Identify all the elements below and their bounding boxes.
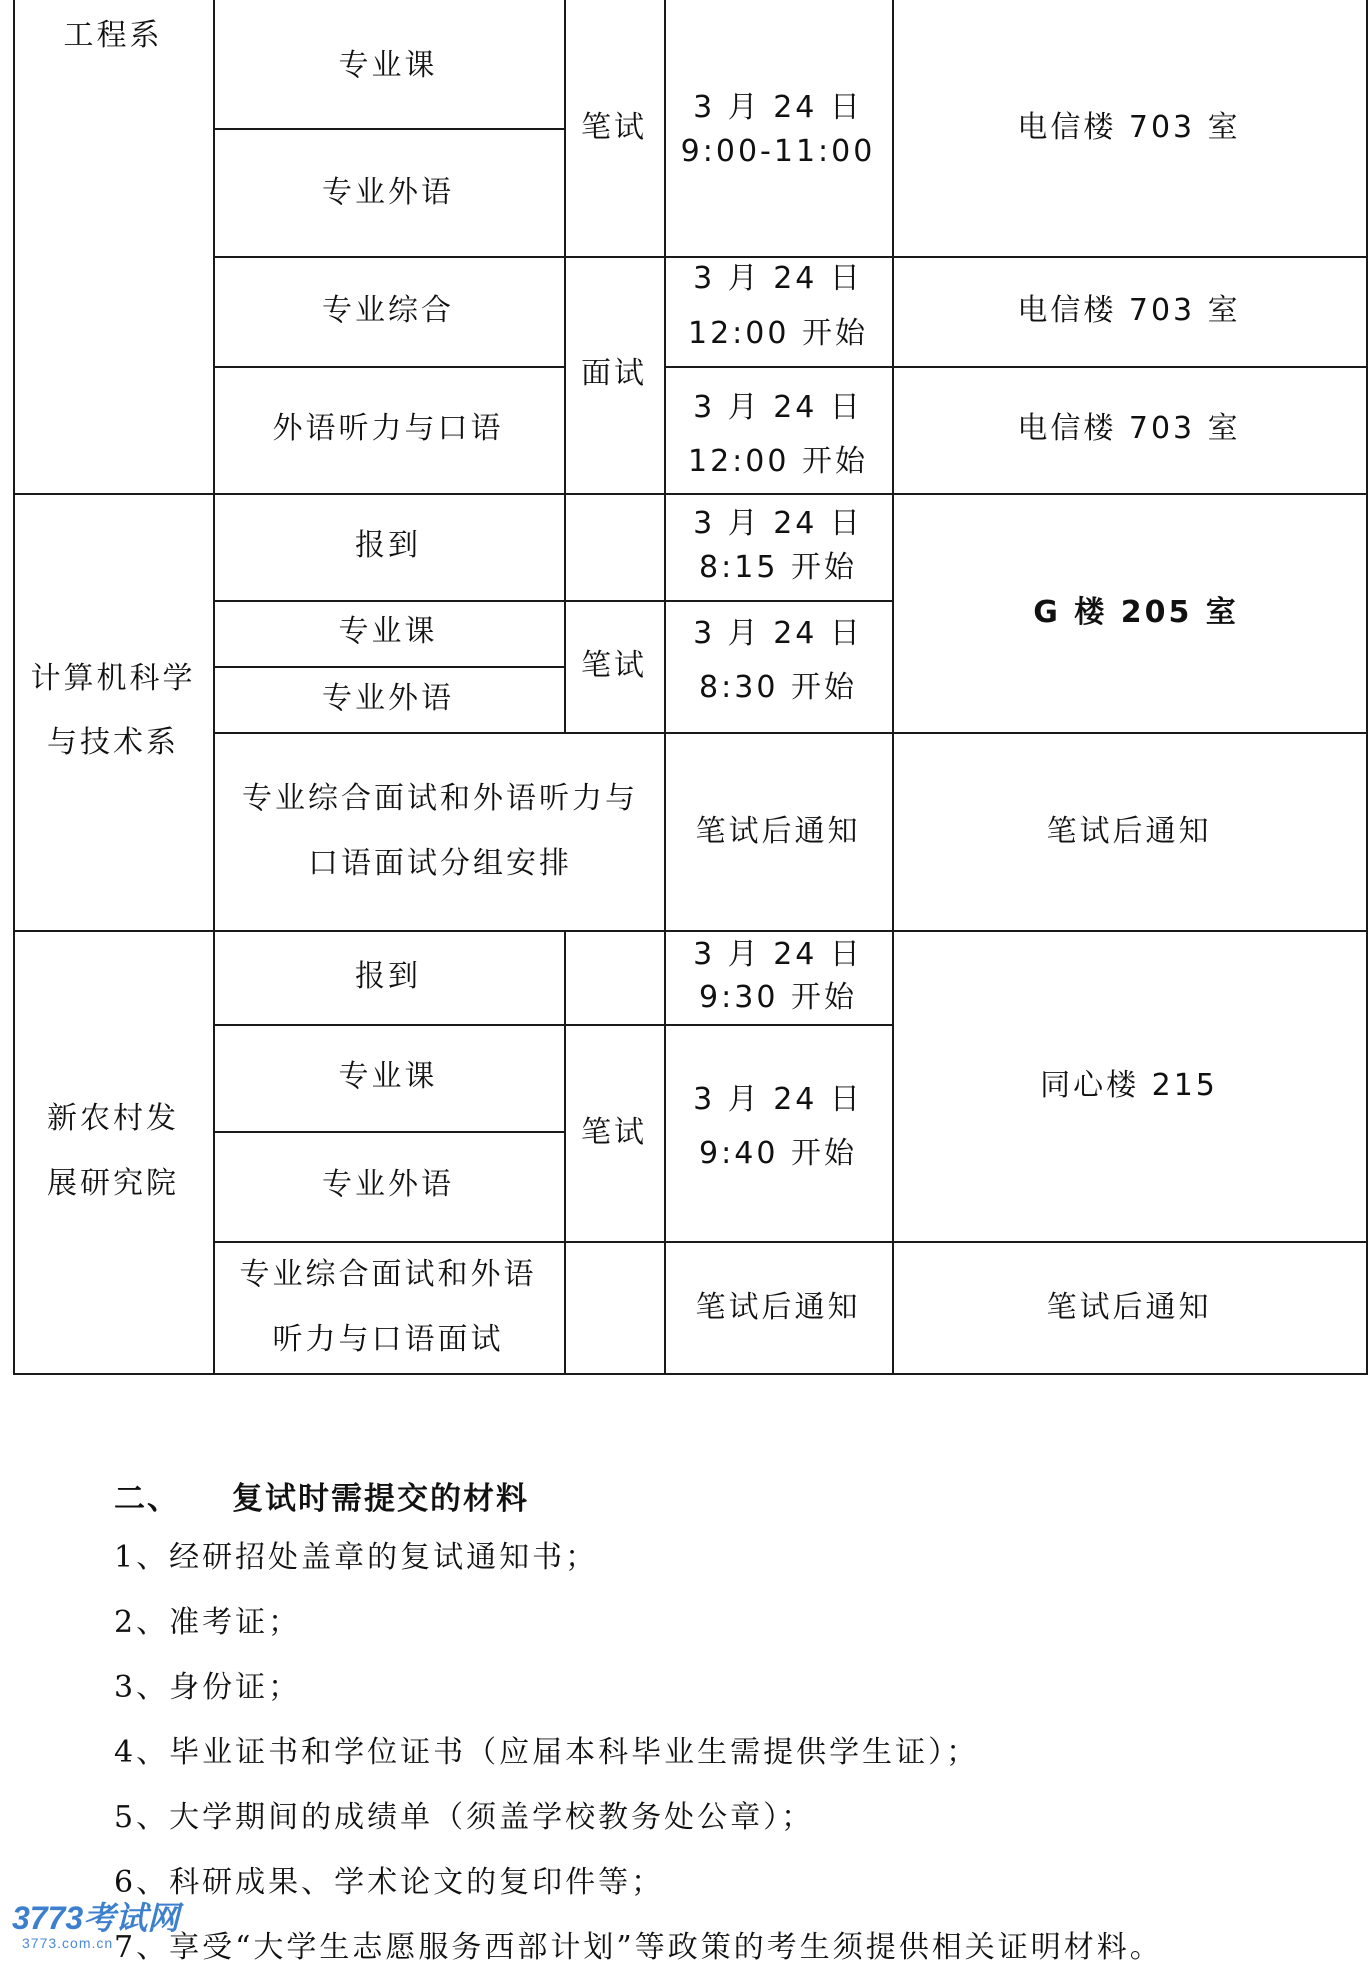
table-divider xyxy=(564,0,566,732)
subject-cell: 专业综合面试和外语 xyxy=(239,1257,537,1292)
exam-type-cell: 笔试 xyxy=(581,1115,647,1150)
section-title: 复试时需提交的材料 xyxy=(232,1481,529,1517)
table-divider xyxy=(213,1024,892,1026)
table-divider xyxy=(213,1241,1368,1243)
place-cell: 笔试后通知 xyxy=(1046,814,1212,849)
table-border xyxy=(13,0,15,1375)
watermark-logo-text: 3773考试网 xyxy=(12,1900,180,1936)
list-item: 1、经研招处盖章的复试通知书； xyxy=(114,1540,599,1575)
subject-cell: 专业外语 xyxy=(322,681,454,716)
subject-cell: 口语面试分组安排 xyxy=(308,846,572,881)
subject-cell: 专业综合面试和外语听力与 xyxy=(242,781,638,816)
time-cell: 9:40 开始 xyxy=(699,1136,857,1171)
time-cell: 3 月 24 日 xyxy=(693,390,863,425)
section-heading xyxy=(114,1473,529,1518)
table-divider xyxy=(213,128,564,130)
subject-cell: 专业课 xyxy=(338,1059,438,1094)
list-item: 6、科研成果、学术论文的复印件等； xyxy=(114,1865,665,1900)
list-item: 4、毕业证书和学位证书（应届本科毕业生需提供学生证）； xyxy=(114,1735,980,1770)
dept-name: 与技术系 xyxy=(47,725,179,760)
subject-cell: 外语听力与口语 xyxy=(272,411,504,446)
place-cell: 电信楼 703 室 xyxy=(1017,411,1241,446)
time-cell: 12:00 开始 xyxy=(688,444,868,479)
time-cell: 9:00-11:00 xyxy=(680,134,876,169)
subject-cell: 专业外语 xyxy=(322,175,454,210)
subject-cell: 报到 xyxy=(355,528,421,563)
subject-cell: 专业综合 xyxy=(322,293,454,328)
list-item: 2、准考证； xyxy=(114,1605,302,1640)
table-divider xyxy=(13,930,1368,932)
table-divider xyxy=(564,930,566,1375)
time-cell: 3 月 24 日 xyxy=(693,506,863,541)
time-cell: 3 月 24 日 xyxy=(693,616,863,651)
section-number: 二、 xyxy=(114,1481,180,1517)
time-cell: 8:30 开始 xyxy=(699,670,857,705)
subject-cell: 听力与口语面试 xyxy=(272,1322,504,1357)
site-watermark-logo xyxy=(12,1902,179,1950)
exam-type-cell: 笔试 xyxy=(581,110,647,145)
exam-type-cell: 笔试 xyxy=(581,648,647,683)
table-divider xyxy=(664,366,1368,368)
exam-type-cell: 面试 xyxy=(581,356,647,391)
place-cell: 电信楼 703 室 xyxy=(1017,110,1241,145)
time-cell: 8:15 开始 xyxy=(699,550,857,585)
table-divider xyxy=(13,493,1368,495)
table-divider xyxy=(213,600,892,602)
place-cell: 电信楼 703 室 xyxy=(1017,293,1241,328)
table-border xyxy=(1366,0,1368,1375)
time-cell: 3 月 24 日 xyxy=(693,1082,863,1117)
subject-cell: 专业课 xyxy=(338,614,438,649)
list-item: 5、大学期间的成绩单（须盖学校教务处公章）； xyxy=(114,1800,815,1835)
dept-name: 计算机科学 xyxy=(30,661,196,696)
time-cell: 3 月 24 日 xyxy=(693,90,863,125)
table-divider xyxy=(213,732,1368,734)
list-item: 3、身份证； xyxy=(114,1670,302,1705)
subject-cell: 报到 xyxy=(355,959,421,994)
table-divider xyxy=(664,0,666,1375)
place-cell: 同心楼 215 xyxy=(1040,1068,1218,1103)
dept-name: 展研究院 xyxy=(47,1166,179,1201)
table-divider xyxy=(213,1131,564,1133)
subject-cell: 专业课 xyxy=(338,48,438,83)
time-cell: 笔试后通知 xyxy=(695,1290,861,1325)
dept-name: 新农村发 xyxy=(47,1101,179,1136)
table-divider xyxy=(213,366,564,368)
time-cell: 笔试后通知 xyxy=(695,814,861,849)
time-cell: 9:30 开始 xyxy=(699,980,857,1015)
subject-cell: 专业外语 xyxy=(322,1167,454,1202)
table-divider xyxy=(213,256,1368,258)
list-item: 7、享受“大学生志愿服务西部计划”等政策的考生须提供相关证明材料。 xyxy=(114,1930,1163,1965)
watermark-url: 3773.com.cn xyxy=(22,1935,114,1951)
table-border xyxy=(13,1373,1368,1375)
time-cell: 12:00 开始 xyxy=(688,316,868,351)
table-divider xyxy=(213,0,215,1375)
place-cell: 笔试后通知 xyxy=(1046,1290,1212,1325)
place-cell: G 楼 205 室 xyxy=(1033,595,1239,630)
time-cell: 3 月 24 日 xyxy=(693,261,863,296)
time-cell: 3 月 24 日 xyxy=(693,937,863,972)
dept-name: 工程系 xyxy=(63,18,163,53)
table-divider xyxy=(213,666,564,668)
table-divider xyxy=(892,0,894,1375)
